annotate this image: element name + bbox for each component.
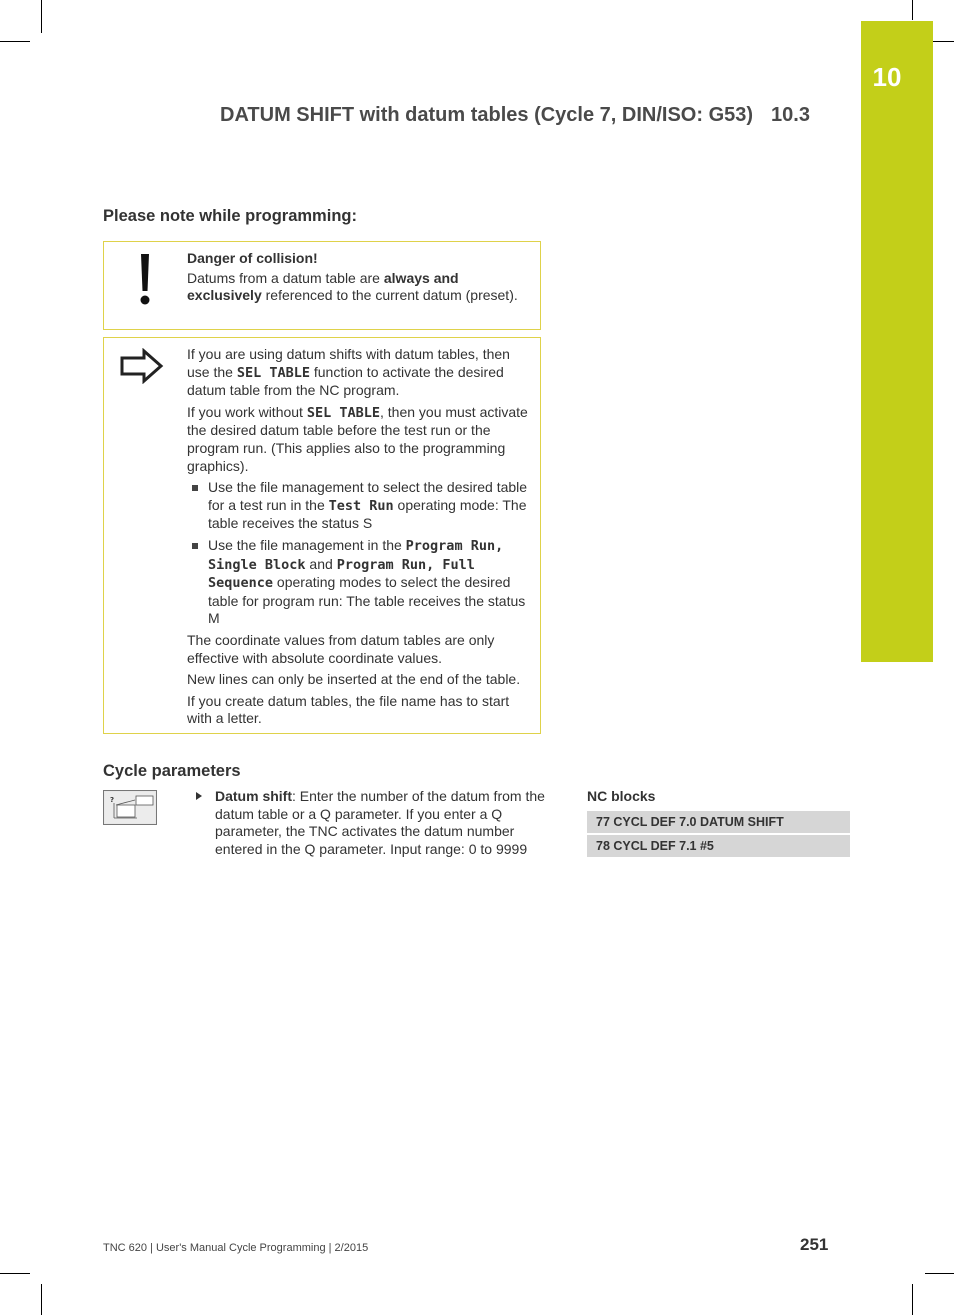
info-text: If you work without [187, 403, 307, 420]
arrow-bullet-icon [196, 792, 202, 800]
code-sel-table: SEL TABLE [236, 364, 310, 381]
info-text: If you are using datum shifts with datum tables, then use the [187, 346, 510, 380]
info-box [103, 337, 541, 734]
warning-text-a: Datums from a datum table are [187, 269, 384, 286]
crop-mark [912, 1284, 913, 1315]
info-paragraph: If you create datum tables, the file name has to start with a letter. [187, 692, 510, 727]
info-paragraph: New lines can only be inserted at the end of the table. [187, 671, 521, 688]
exclamation-icon [104, 250, 186, 310]
code-sel-table: SEL TABLE [306, 404, 380, 421]
warning-title: Danger of collision! [187, 250, 318, 266]
warning-content [187, 250, 535, 309]
crop-mark [0, 1273, 30, 1274]
crop-mark [912, 0, 913, 20]
info-paragraph [187, 346, 535, 400]
crop-mark [925, 1273, 954, 1274]
chapter-tab [861, 21, 933, 662]
footer-text: TNC 620 | User's Manual Cycle Programming | 2/2015 [103, 1242, 369, 1254]
arrow-right-icon [104, 348, 186, 384]
info-list [187, 479, 535, 628]
crop-mark [41, 0, 42, 33]
info-paragraph [187, 404, 535, 475]
info-text: , then you must activate the desired datum table before the test run or the program run. (This applies also to the programming graphics). [187, 403, 528, 474]
page-number: 251 [800, 1235, 829, 1254]
warning-box [103, 241, 541, 330]
softkey-label: ? [110, 796, 115, 804]
info-text: operating mode: The table receives the status S [208, 496, 527, 532]
code-test-run: Test Run [328, 497, 394, 514]
param-name: Datum shift [215, 788, 292, 804]
nc-block-row: 78 CYCL DEF 7.1 #5 [587, 835, 850, 857]
param-description: : Enter the number of the datum from the datum table or a Q parameter. If you enter a Q parameter, the TNC activates the datum number entered in the Q parameter. Input range: 0 to 9999 [215, 788, 545, 857]
code-program-run-full: Program Run, Full Sequence [208, 556, 475, 592]
note-heading: Please note while programming: [103, 207, 357, 225]
warning-text-bold: always and exclusively [187, 269, 459, 304]
info-text: Use the file management to select the desired table for a test run in the [208, 479, 528, 513]
header-title: DATUM SHIFT with datum tables (Cycle 7, DIN/ISO: G53) [220, 104, 754, 126]
chapter-number: 10 [872, 62, 902, 92]
warning-text-b: referenced to the current datum (preset). [261, 287, 518, 304]
crop-mark [41, 1284, 42, 1315]
datum-shift-softkey[interactable] [103, 790, 157, 825]
info-content [187, 346, 535, 732]
datum-shift-softkey-icon [104, 791, 156, 824]
list-item [187, 479, 535, 533]
info-text: operating modes to select the desired table for program run: The table receives the status M [208, 574, 526, 627]
param-datum-shift [196, 788, 546, 858]
list-item [187, 537, 535, 628]
page-header [220, 104, 810, 127]
nc-blocks-title: NC blocks [587, 788, 656, 804]
code-program-run-single: Program Run, Single Block [208, 537, 504, 573]
info-text: Use the file management in the [208, 536, 406, 553]
info-text: and [305, 555, 337, 572]
nc-block-row: 77 CYCL DEF 7.0 DATUM SHIFT [587, 811, 850, 833]
warning-text [187, 270, 535, 305]
crop-mark [0, 41, 30, 42]
info-paragraph: The coordinate values from datum tables are only effective with absolute coordinate values. [187, 631, 495, 666]
param-text [215, 788, 546, 858]
cycle-parameters-heading: Cycle parameters [103, 762, 241, 780]
header-section: 10.3 [771, 104, 810, 126]
info-text: function to activate the desired datum table from the NC program. [187, 363, 504, 399]
